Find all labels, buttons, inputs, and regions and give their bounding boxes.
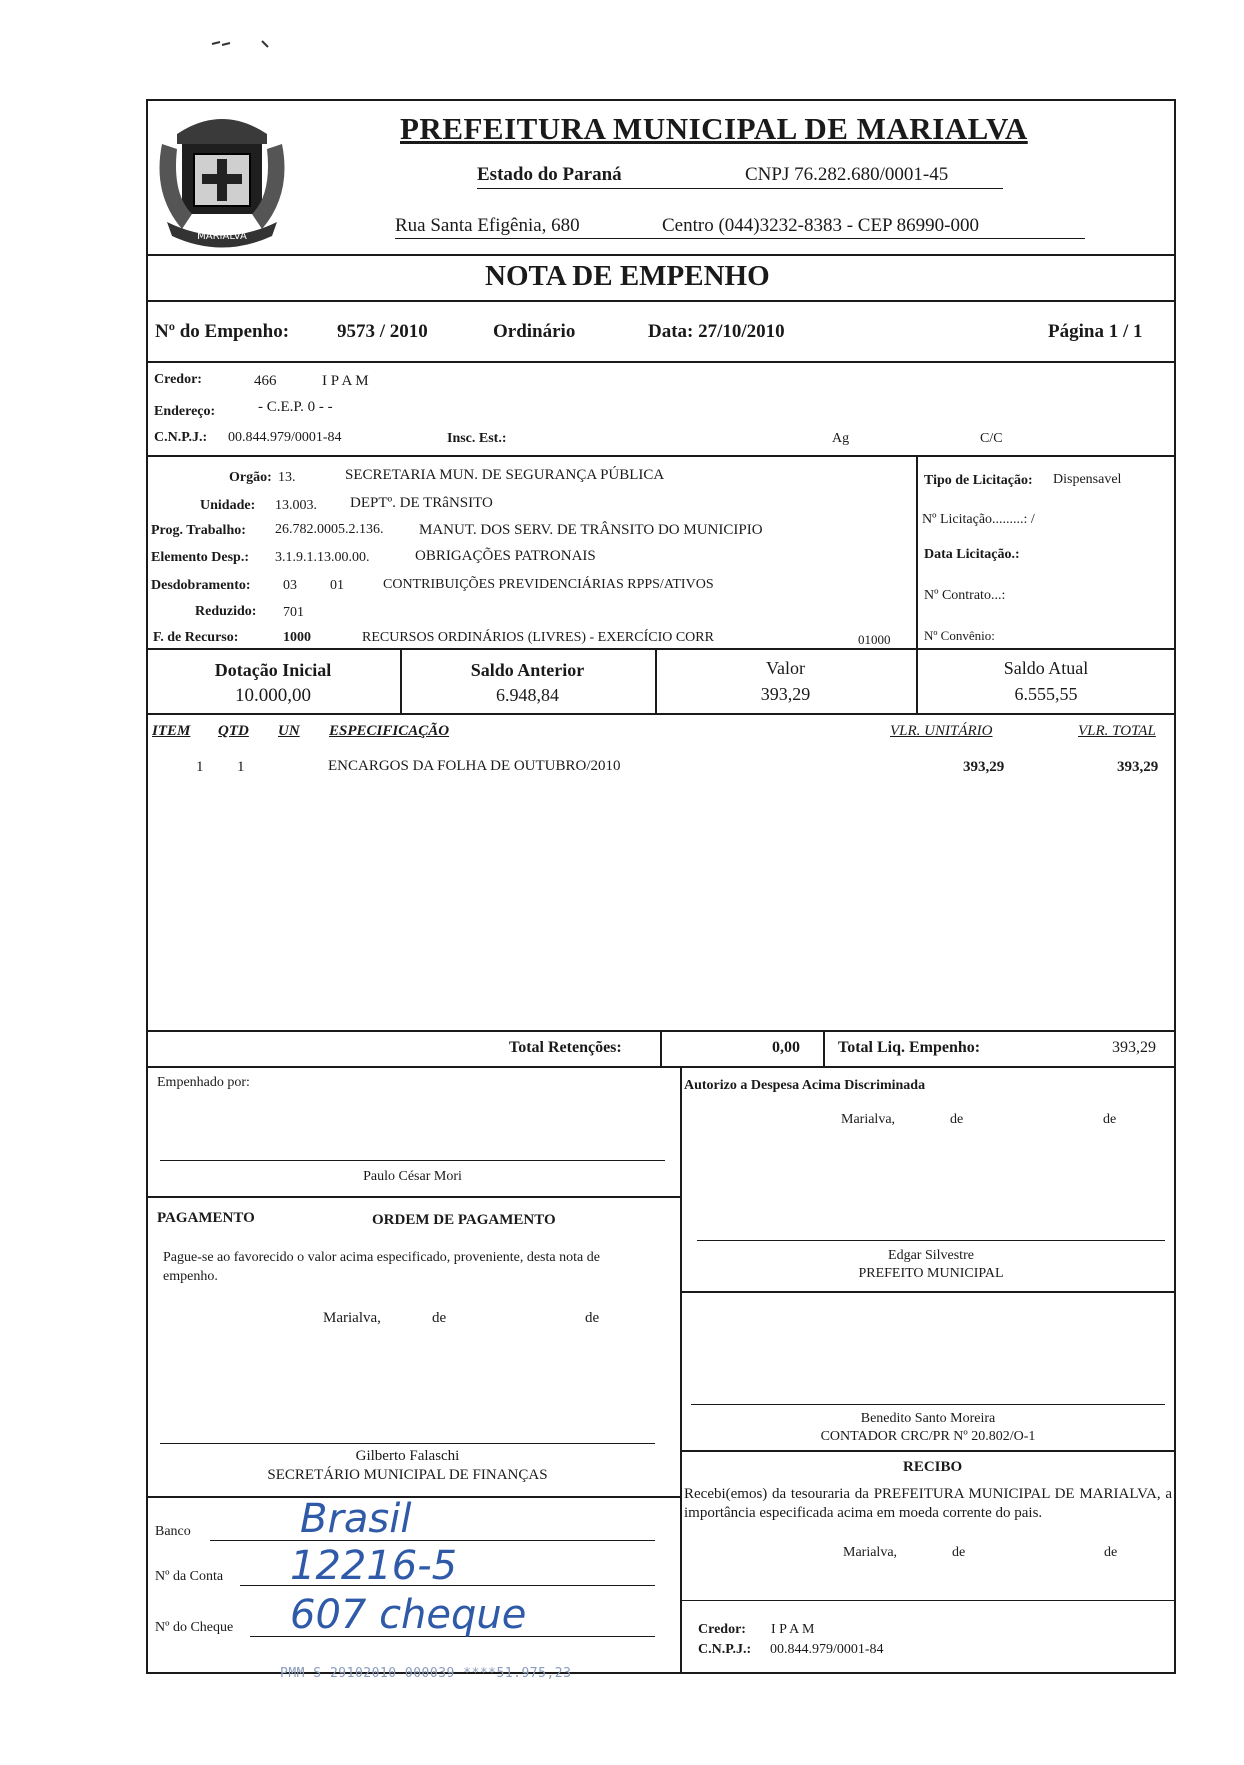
autorizo-de1: de: [950, 1112, 964, 1127]
conta-label: Nº da Conta: [155, 1569, 224, 1584]
col-espec-header: ESPECIFICAÇÃO: [329, 723, 450, 739]
account-label: C/C: [980, 431, 1003, 446]
scan-mark: [210, 36, 270, 46]
document-type-title: NOTA DE EMPENHO: [485, 260, 770, 292]
credor-cnpj: 00.844.979/0001-84: [228, 430, 342, 445]
row-unit: 393,29: [963, 759, 1005, 775]
agency-label: Ag: [832, 431, 850, 446]
prog-trabalho-name: MANUT. DOS SERV. DE TRÂNSITO DO MUNICIPIO: [419, 522, 763, 538]
total-retencoes-value: 0,00: [772, 1039, 800, 1056]
page-number: Página 1 / 1: [1048, 321, 1143, 342]
tipo-licitacao-value: Dispensavel: [1053, 472, 1122, 487]
credor-code: 466: [254, 373, 277, 389]
ordem-pagamento-label: ORDEM DE PAGAMENTO: [372, 1212, 556, 1228]
pagamento-label: PAGAMENTO: [157, 1210, 255, 1226]
secretario-title: SECRETÁRIO MUNICIPAL DE FINANÇAS: [267, 1467, 548, 1483]
saldo-atual-label: Saldo Atual: [1003, 658, 1089, 678]
recibo-local: Marialva,: [843, 1545, 898, 1560]
numero-licitacao-label: Nº Licitação.........: /: [922, 512, 1035, 527]
elemento-name: OBRIGAÇÕES PATRONAIS: [415, 548, 596, 564]
endereco-value: - C.E.P. 0 - -: [258, 399, 333, 415]
bank-processing-stamp: PMM S 29102010 000039 ****51.975,23: [280, 1666, 572, 1681]
tipo-licitacao-label: Tipo de Licitação:: [924, 473, 1033, 488]
dotacao-label: Dotação Inicial: [214, 660, 332, 680]
empenho-number-label: Nº do Empenho:: [155, 321, 290, 342]
svg-text:MARIALVA: MARIALVA: [197, 231, 247, 242]
row-total: 393,29: [1117, 759, 1159, 775]
pagamento-de2: de: [585, 1310, 600, 1326]
row-qtd: 1: [237, 759, 245, 775]
total-retencoes-label: Total Retenções:: [509, 1039, 622, 1056]
fonte-extra: 01000: [858, 632, 891, 647]
pagamento-local: Marialva,: [323, 1310, 381, 1326]
reduzido-label: Reduzido:: [195, 604, 257, 619]
saldo-anterior-label: Saldo Anterior: [470, 660, 585, 680]
reduzido-value: 701: [283, 605, 304, 620]
empenho-date: Data: 27/10/2010: [648, 321, 785, 342]
desdobramento-label: Desdobramento:: [151, 578, 251, 593]
prog-trabalho-code: 26.782.0005.2.136.: [275, 522, 384, 537]
saldo-atual-value: 6.555,55: [1014, 684, 1078, 704]
contrato-label: Nº Contrato...:: [924, 588, 1006, 603]
recibo-de2: de: [1104, 1545, 1118, 1560]
total-liq-value: 393,29: [1112, 1039, 1156, 1056]
col-qtd-header: QTD: [218, 723, 249, 739]
orgao-name: SECRETARIA MUN. DE SEGURANÇA PÚBLICA: [345, 467, 665, 483]
recibo-text: Recebi(emos) da tesouraria da PREFEITURA MUNICIPAL DE MARIALVA, a importância especificada acima em moeda corrente do pais.: [684, 1486, 1172, 1521]
dotacao-value: 10.000,00: [235, 685, 311, 706]
pagamento-de1: de: [432, 1310, 447, 1326]
saldo-anterior-value: 6.948,84: [496, 685, 559, 705]
unidade-label: Unidade:: [200, 498, 256, 513]
desdobramento-sub: 01: [330, 578, 344, 593]
row-espec: ENCARGOS DA FOLHA DE OUTUBRO/2010: [328, 758, 621, 774]
empenhado-por-label: Empenhado por:: [157, 1075, 250, 1090]
recibo-credor-name: I P A M: [771, 1622, 815, 1637]
contador-name: Benedito Santo Moreira: [860, 1411, 996, 1426]
recibo-cnpj-value: 00.844.979/0001-84: [770, 1642, 884, 1657]
convenio-label: Nº Convênio:: [924, 628, 995, 643]
city-hall-title: PREFEITURA MUNICIPAL DE MARIALVA: [400, 111, 1028, 146]
banco-handwritten-value: Brasil: [300, 1496, 412, 1542]
recibo-de1: de: [952, 1545, 966, 1560]
contador-title: CONTADOR CRC/PR Nº 20.802/O-1: [820, 1429, 1036, 1444]
elemento-code: 3.1.9.1.13.00.00.: [275, 550, 370, 565]
fonte-code: 1000: [283, 630, 311, 645]
empenhado-name: Paulo César Mori: [363, 1169, 462, 1184]
col-unit-header: VLR. UNITÁRIO: [890, 723, 993, 739]
prog-trabalho-label: Prog. Trabalho:: [151, 523, 246, 538]
credor-label: Credor:: [154, 372, 202, 387]
recibo-title: RECIBO: [903, 1459, 963, 1475]
orgao-label: Orgão:: [229, 470, 272, 485]
prefeito-title: PREFEITO MUNICIPAL: [858, 1266, 1004, 1281]
elemento-label: Elemento Desp.:: [151, 550, 249, 565]
col-un-header: UN: [278, 723, 300, 739]
pagamento-text: Pague-se ao favorecido o valor acima especificado, proveniente, desta nota de empenho.: [163, 1250, 600, 1284]
orgao-code: 13.: [278, 470, 296, 485]
autorizo-local: Marialva,: [841, 1112, 896, 1127]
recibo-credor-label: Credor:: [698, 1622, 746, 1637]
autorizo-de2: de: [1103, 1112, 1117, 1127]
col-item-header: ITEM: [152, 723, 191, 739]
endereco-label: Endereço:: [154, 404, 216, 419]
credor-name: I P A M: [322, 373, 369, 389]
prefeito-name: Edgar Silvestre: [888, 1248, 974, 1263]
cnpj-label: C.N.P.J.:: [154, 430, 208, 445]
header-cnpj: CNPJ 76.282.680/0001-45: [745, 164, 949, 185]
cheque-label: Nº do Cheque: [155, 1620, 234, 1635]
row-item: 1: [196, 759, 204, 775]
header-phone-cep: Centro (044)3232-8383 - CEP 86990-000: [662, 215, 979, 236]
valor-value: 393,29: [760, 684, 811, 704]
data-licitacao-label: Data Licitação.:: [924, 547, 1020, 562]
unidade-code: 13.003.: [275, 498, 317, 513]
cheque-handwritten-value: 607 cheque: [290, 1592, 527, 1638]
recibo-cnpj-label: C.N.P.J.:: [698, 1642, 752, 1657]
fonte-label: F. de Recurso:: [153, 630, 239, 645]
banco-label: Banco: [155, 1524, 191, 1539]
desdobramento-code: 03: [283, 578, 297, 593]
fonte-name: RECURSOS ORDINÁRIOS (LIVRES) - EXERCÍCIO CORR: [362, 630, 714, 645]
total-liq-label: Total Liq. Empenho:: [838, 1039, 981, 1056]
desdobramento-name: CONTRIBUIÇÕES PREVIDENCIÁRIAS RPPS/ATIVOS: [383, 577, 714, 592]
conta-handwritten-value: 12216-5: [290, 1543, 458, 1589]
unidade-name: DEPTº. DE TRâNSITO: [350, 495, 493, 511]
state-name: Estado do Paraná: [477, 164, 622, 185]
col-total-header: VLR. TOTAL: [1078, 723, 1156, 739]
header-address: Rua Santa Efigênia, 680: [395, 215, 580, 236]
insc-est-label: Insc. Est.:: [447, 431, 507, 446]
empenho-type: Ordinário: [493, 321, 576, 342]
secretario-name: Gilberto Falaschi: [355, 1448, 460, 1464]
empenho-number: 9573 / 2010: [337, 321, 428, 342]
valor-label: Valor: [766, 658, 805, 678]
autorizo-text: Autorizo a Despesa Acima Discriminada: [684, 1078, 926, 1093]
